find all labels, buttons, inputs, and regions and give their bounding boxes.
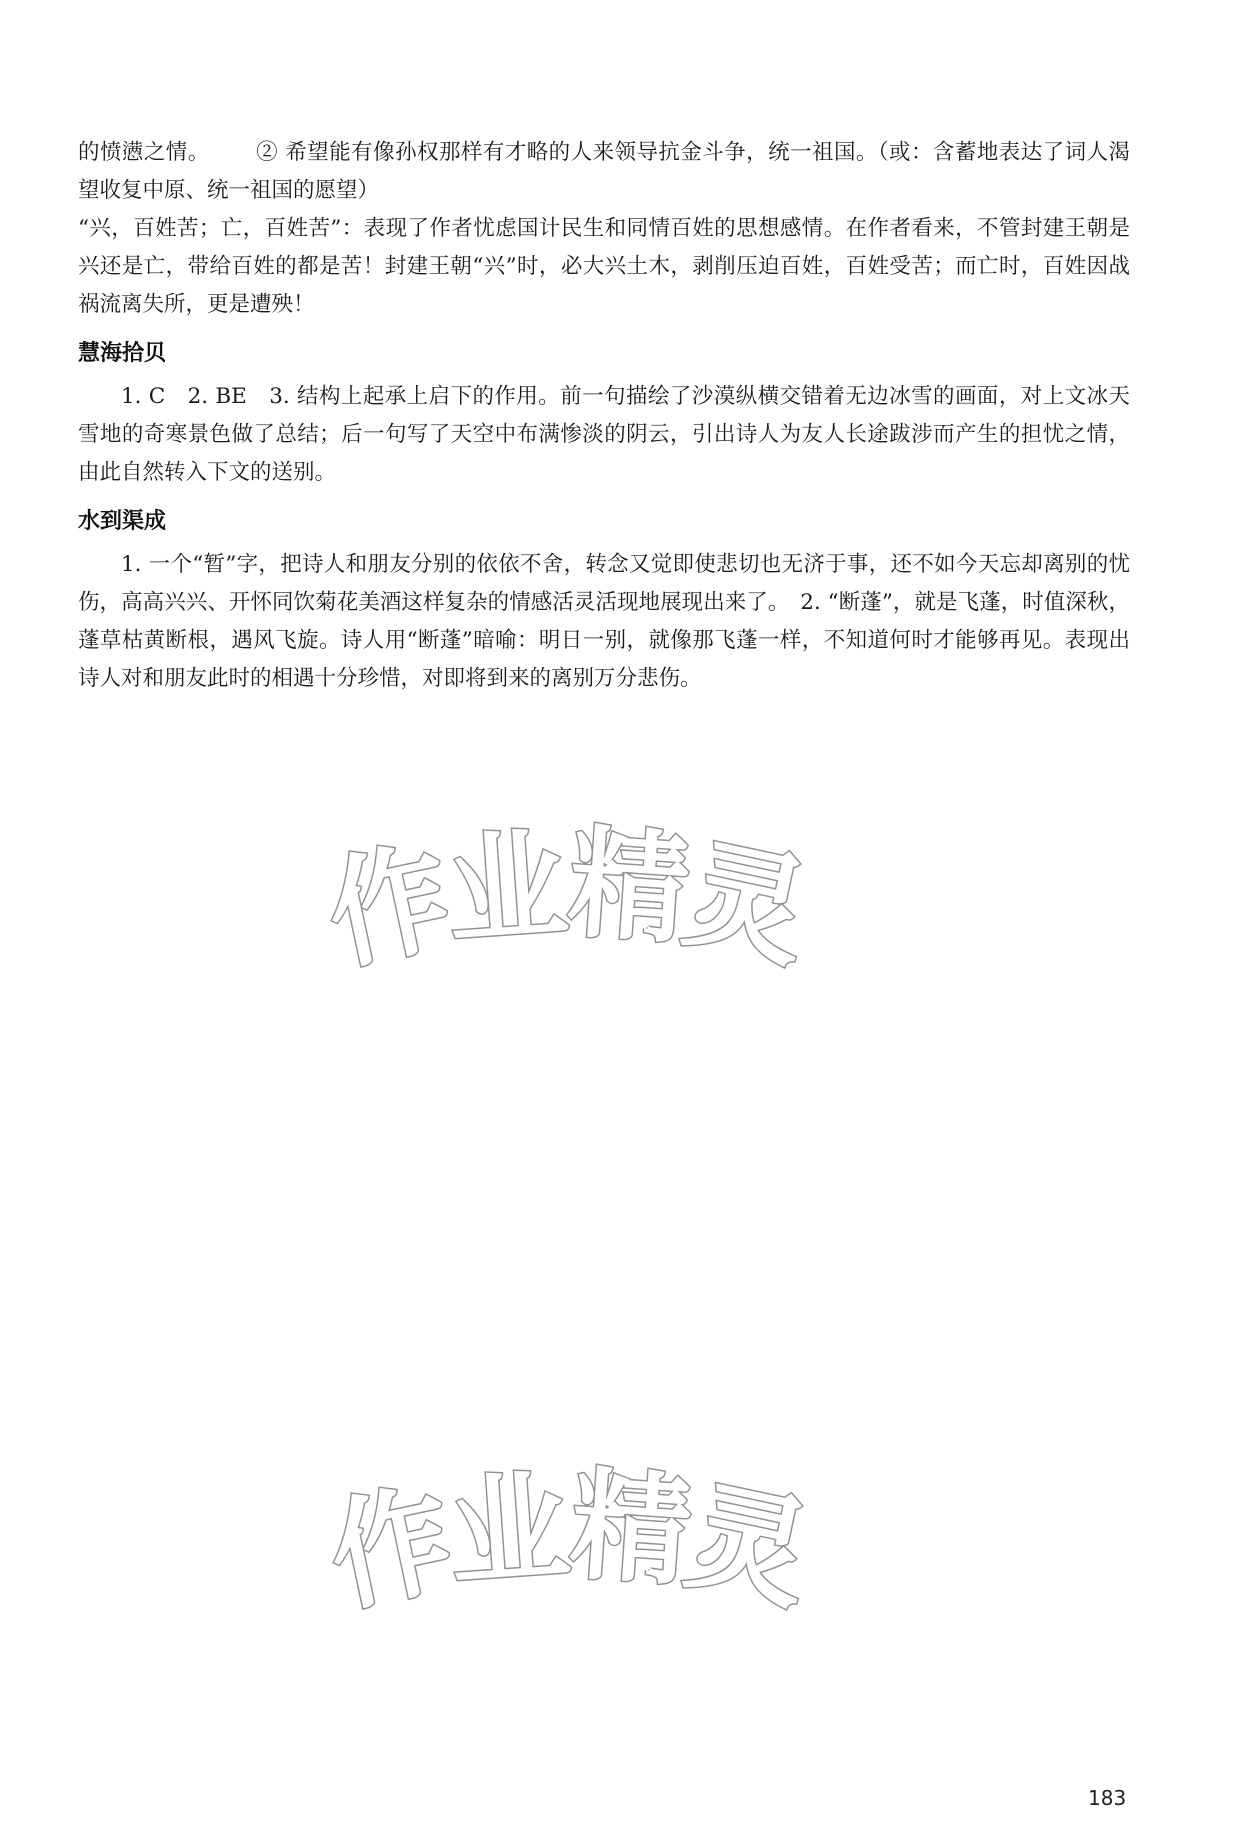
watermark-char: 精 — [566, 1456, 696, 1604]
intro-line-b: ② 希望能有像孙权那样有才略的人来领导抗金斗争，统一祖国。（或：含蓄地表达了词人渴望收复中原、统一祖国的愿望） — [78, 140, 1130, 203]
section-heading-shuidao: 水到渠成 — [78, 509, 167, 534]
continued-answer-text — [78, 134, 1130, 210]
watermark-char: 灵 — [673, 824, 820, 986]
watermark-char: 灵 — [675, 1466, 822, 1628]
section-shuidao-answer: 1. 一个“暂”字，把诗人和朋友分别的依依不舍，转念又觉即使悲切也无济于事，还不如今天忘却离别的忧伤，高高兴兴、开怀同饮菊花美酒这样复杂的情感活灵活现地展现出来了。 2. “断蓬”，就是飞蓬，时值深秋，蓬草枯黄断根，遇风飞旋。诗人用“断蓬”暗喻：明日一别，就像那飞蓬一样，不知道何时才能够再见。表现出诗人对和朋友此时的相遇十分珍惜，对即将到来的离别万分悲伤。 — [78, 552, 1130, 691]
watermark-char: 作 — [316, 826, 463, 988]
section-huihai-answer: 1. C 2. BE 3. 结构上起承上启下的作用。前一句描绘了沙漠纵横交错着无边冰雪的画面，对上文冰天雪地的奇寒景色做了总结；后一句写了天空中布满惨淡的阴云，引出诗人为友人长途跋涉而产生的担忧之情，由此自然转入下文的送别。 — [78, 384, 1130, 485]
watermark-char: 作 — [318, 1468, 465, 1630]
intro-line-a: 的愤懑之情。 — [78, 140, 210, 165]
analysis-paragraph: “兴，百姓苦；亡，百姓苦”：表现了作者忧虑国计民生和同情百姓的思想感情。在作者看来，不管封建王朝是兴还是亡，带给百姓的都是苦！封建王朝“兴”时，必大兴土木，剥削压迫百姓，百姓受苦；而亡时，百姓因战祸流离失所，更是遭殃！ — [78, 216, 1130, 317]
watermark-bottom — [318, 1456, 822, 1630]
page-content — [78, 134, 1130, 698]
watermark-char: 业 — [442, 816, 572, 964]
section-heading-huihai: 慧海拾贝 — [78, 341, 167, 366]
watermark-char: 业 — [444, 1458, 574, 1606]
watermark-top — [316, 814, 820, 988]
page-number: 183 — [1088, 1786, 1127, 1810]
watermark-char: 精 — [564, 814, 694, 962]
